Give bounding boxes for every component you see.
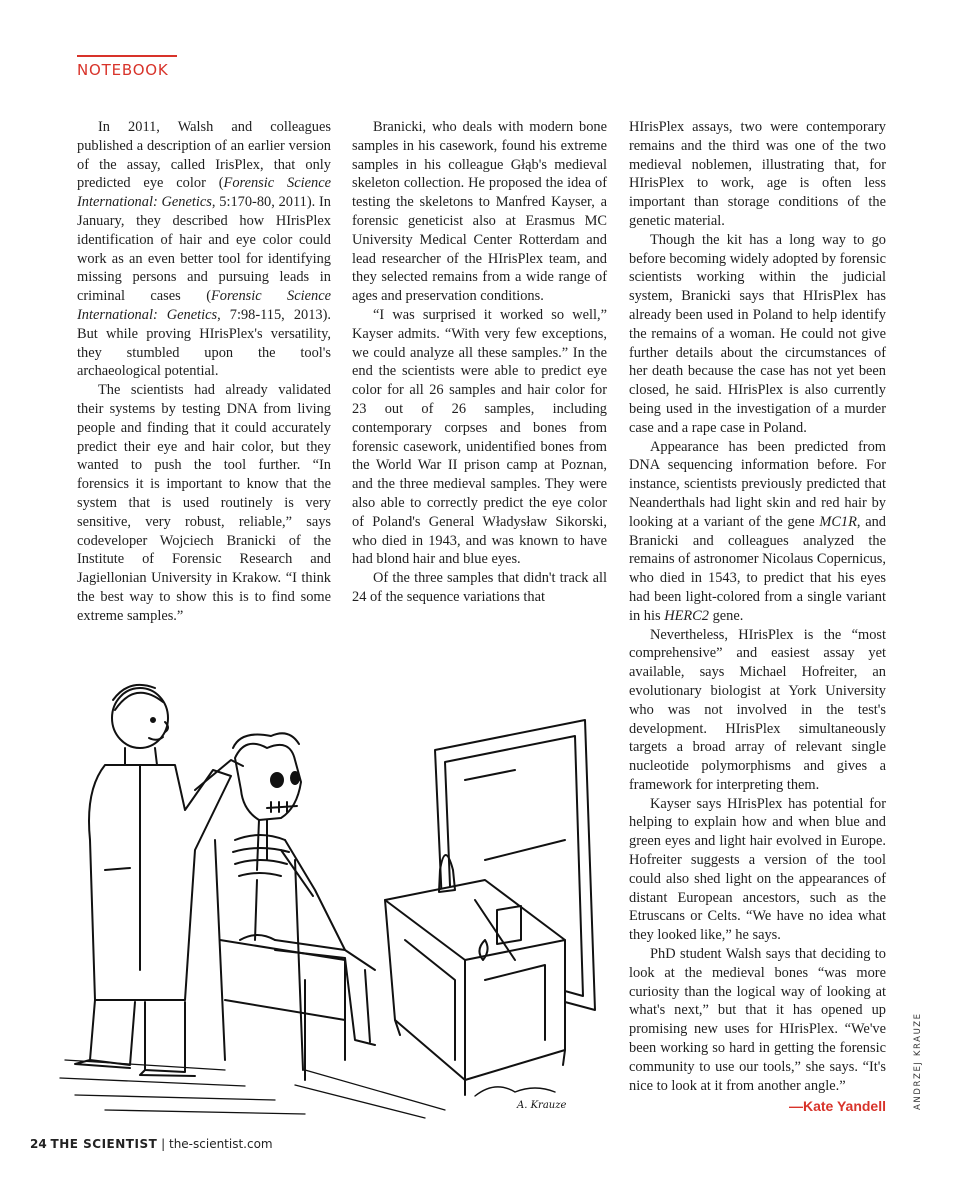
- page-footer: [30, 1137, 273, 1151]
- paragraph: The scientists had already validated their systems by testing DNA from living people and finding that it could accurately predict their eye and hair color, but they wanted to push the tool further. “In forensics it is important to know that the system that is used routinely is very sensitive, very robust, reliable,” says codeveloper Wojciech Branicki of the Institute of Forensic Research and Jagiellonian University in Krakow. “I think the best way to show this is to find some extreme samples.”: [77, 382, 331, 624]
- paragraph: Of the three samples that didn't track all 24 of the sequence variations that: [352, 570, 607, 605]
- paragraph: Though the kit has a long way to go before becoming widely adopted by forensic scientists working within the judicial system, Branicki says that HIrisPlex has already been used in Poland to help identify the remains of a woman. He could not give further details about the circumstances of her death because the case has not yet been closed, he said. HIrisPlex is also currently being used in the investigation of a murder case and a rape case in Poland.: [629, 231, 886, 436]
- column-2: [352, 118, 607, 607]
- cartoon-signature: A. Krauze: [517, 1100, 567, 1111]
- paragraph: Appearance has been predicted from DNA sequencing information before. For instance, scientists previously predicted that Neanderthals had light skin and red hair by looking at a variant of the gene MC1R, and Branicki and colleagues analyzed the remains of astronomer Nicolaus Copernicus, who died in 1543, to predict that his eyes had been light-colored from a single variant in his HERC2 gene.: [629, 438, 886, 624]
- column-1: [77, 118, 331, 626]
- footer-separator: |: [161, 1137, 166, 1151]
- photo-credit: ANDRZEJ KRAUZE: [913, 1012, 923, 1110]
- paragraph: Nevertheless, HIrisPlex is the “most comprehensive” and easiest assay yet available, says Michael Hofreiter, an evolutionary biologist at York University who was not involved in the test's development. HIrisPlex simultaneously targets a broad array of relevant single nucleotide polymorphisms and gives a framework for interpreting them.: [629, 626, 886, 793]
- paragraph: Kayser says HIrisPlex has potential for helping to explain how and when blue and green eyes and light hair evolved in Europe. Hofreiter suggests a version of the tool could also shed light on the appearances of distant European ancestors, such as the Etruscans or Celts. “We have no idea what they looked like,” he says.: [629, 795, 886, 944]
- cartoon-barber-skeleton-icon: [45, 640, 605, 1130]
- magazine-name: THE SCIENTIST: [50, 1137, 158, 1151]
- section-rule: [77, 55, 177, 57]
- footer-url[interactable]: the-scientist.com: [168, 1137, 273, 1151]
- paragraph: Branicki, who deals with modern bone samples in his casework, found his extreme samples in his colleague Głąb's medieval skeleton collection. He proposed the idea of testing the skeletons to Manfred Kayser, a forensic geneticist also at Erasmus MC University Medical Center Rotterdam and lead researcher of the HIrisPlex team, and they selected remains from a wide range of ages and preservation conditions.: [352, 119, 607, 305]
- byline: —Kate Yandell: [788, 1098, 886, 1115]
- paragraph: HIrisPlex assays, two were contemporary remains and the third was one of the two medieval noblemen, illustrating that, for HIrisPlex to work, age is often less important than storage conditions of the genetic material.: [629, 119, 886, 229]
- paragraph: “I was surprised it worked so well,” Kayser admits. “With very few exceptions, we could analyze all these samples.” In the end the scientists were able to predict eye color for all 26 samples and hair color for 23 out of 26 samples, including contemporary corpses and bones from forensic casework, unidentified bones from the World War II prison camp at Poznan, and the three medieval samples. They were also able to correctly predict the eye color of Poland's General Władysław Sikorski, who died in 1943, and was known to have had blond hair and blue eyes.: [352, 306, 607, 568]
- column-3: [629, 118, 886, 1116]
- paragraph: PhD student Walsh says that deciding to look at the medieval bones “was more curiosity than the logical way of looking at what's next,” but that it has opened up promising new uses for HIrisPlex. “We've been working so hard in getting the forensic community to use our tools,” she says. “It's nice to look at it from another angle.”: [629, 946, 886, 1094]
- page-number: 24: [30, 1137, 47, 1151]
- paragraph: In 2011, Walsh and colleagues published a description of an earlier version of the assay, called IrisPlex, that only predicted eye color (Forensic Science International: Genetics, 5:170-80, 2011). In January, they described how HIrisPlex identification of hair and eye color could work as an even better tool for identifying missing persons and pursuing leads in criminal cases (Forensic Science International: Genetics, 7:98-115, 2013). But while proving HIrisPlex's versatility, they stumbled upon the tool's archaeological potential.: [77, 119, 332, 380]
- section-label: NOTEBOOK: [77, 61, 169, 79]
